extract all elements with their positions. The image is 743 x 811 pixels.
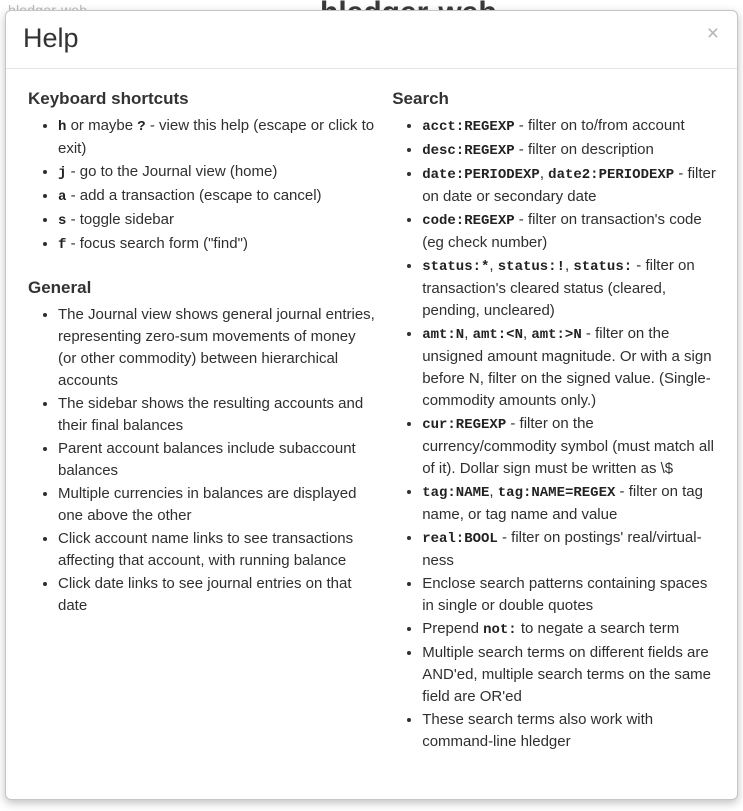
list-item [422,139,721,162]
search-term-code: not: [483,622,517,638]
list-item [422,323,721,412]
shortcut-desc: - add a transaction (escape to cancel) [66,187,322,204]
keyboard-shortcuts-list [22,115,376,256]
search-term-code: real:BOOL [422,531,498,547]
general-list [22,304,376,617]
search-term-separator: , [522,325,532,342]
search-term-code: date:PERIODEXP [422,167,540,183]
help-modal-title: Help [23,23,79,53]
list-item: • Click date links to see journal entries on that date [58,573,376,617]
help-column-right [386,83,721,754]
list-item [422,209,721,254]
search-term-code: desc:REGEXP [422,143,515,159]
search-term-code-alt: amt:<N [472,327,523,343]
list-item [58,115,376,160]
list-item [422,618,721,641]
list-item: • The Journal view shows general journal entries, representing zero-sum movements of money (or other commodity) between hierarchical accounts [58,304,376,392]
search-term-code-alt2: status: [573,259,633,275]
search-term-desc: to negate a search term [516,620,680,637]
search-heading: Search [392,89,449,108]
help-modal-body [6,69,737,799]
list-item [58,233,376,256]
shortcut-key: a [58,189,67,205]
list-item [422,163,721,208]
list-item [422,413,721,480]
list-item: • Parent account balances include subaccount balances [58,438,376,482]
help-column-left [22,83,376,618]
shortcut-desc: - toggle sidebar [66,211,174,228]
shortcut-desc: - go to the Journal view (home) [66,163,278,180]
list-item [422,115,721,138]
list-item [58,209,376,232]
list-item: • The sidebar shows the resulting accounts and their final balances [58,393,376,437]
search-term-desc: - filter on the unsigned amount magnitude. Or with a sign before N, filter on the signed value. (Single-commodity amounts only.) [422,325,712,409]
shortcut-key: h [58,119,67,135]
search-term-code: code:REGEXP [422,213,515,229]
search-term-code: status:* [422,259,490,275]
close-icon[interactable]: × [703,21,723,46]
search-term-separator: , [489,257,498,274]
shortcut-desc: - view this help (escape or click to exit) [58,117,375,157]
shortcut-key: f [58,237,67,253]
shortcut-text: or maybe [66,117,138,134]
help-modal [5,10,738,800]
list-item: • Enclose search patterns containing spaces in single or double quotes [422,573,721,617]
list-item [422,255,721,322]
search-term-prefix: Prepend [422,620,484,637]
search-term-code: acct:REGEXP [422,119,515,135]
search-term-code-alt: tag:NAME=REGEX [497,485,616,501]
search-term-code-alt2: amt:>N [531,327,582,343]
search-term-desc: - filter on to/from account [514,117,685,134]
search-term-desc: - filter on transaction's cleared status (cleared, pending, uncleared) [422,257,695,319]
shortcut-key-alt: ? [137,119,146,135]
search-term-code: tag:NAME [422,485,490,501]
list-item: • Multiple search terms on different fields are AND'ed, multiple search terms on the same field are OR'ed [422,642,721,708]
list-item [422,527,721,572]
search-term-code-alt: date2:PERIODEXP [548,167,675,183]
help-columns [22,83,721,754]
list-item: • Multiple currencies in balances are displayed one above the other [58,483,376,527]
search-term-separator: , [464,325,473,342]
search-term-desc: - filter on tag name, or tag name and value [422,483,703,523]
general-heading: General [28,278,92,297]
search-term-separator: , [564,257,574,274]
keyboard-shortcuts-heading: Keyboard shortcuts [28,89,189,108]
list-item [58,185,376,208]
shortcut-key: s [58,213,67,229]
search-term-desc: - filter on postings' real/virtual-ness [422,529,702,569]
search-term-separator: , [539,165,549,182]
help-modal-header [6,11,737,69]
search-term-desc: - filter on the currency/commodity symbol (must match all of it). Dollar sign must be written as \$ [422,415,714,477]
search-term-desc: - filter on transaction's code (eg check number) [422,211,702,251]
search-term-code-alt: status:! [497,259,565,275]
list-item: • These search terms also work with command-line hledger [422,709,721,753]
search-term-desc: - filter on description [514,141,654,158]
search-term-code: amt:N [422,327,465,343]
search-term-desc: - filter on date or secondary date [422,165,716,205]
list-item [58,161,376,184]
search-list [386,115,721,753]
list-item [422,481,721,526]
shortcut-key: j [58,165,67,181]
shortcut-desc: - focus search form ("find") [66,235,248,252]
search-term-code: cur:REGEXP [422,417,507,433]
list-item: • Click account name links to see transactions affecting that account, with running balance [58,528,376,572]
search-term-separator: , [489,483,498,500]
